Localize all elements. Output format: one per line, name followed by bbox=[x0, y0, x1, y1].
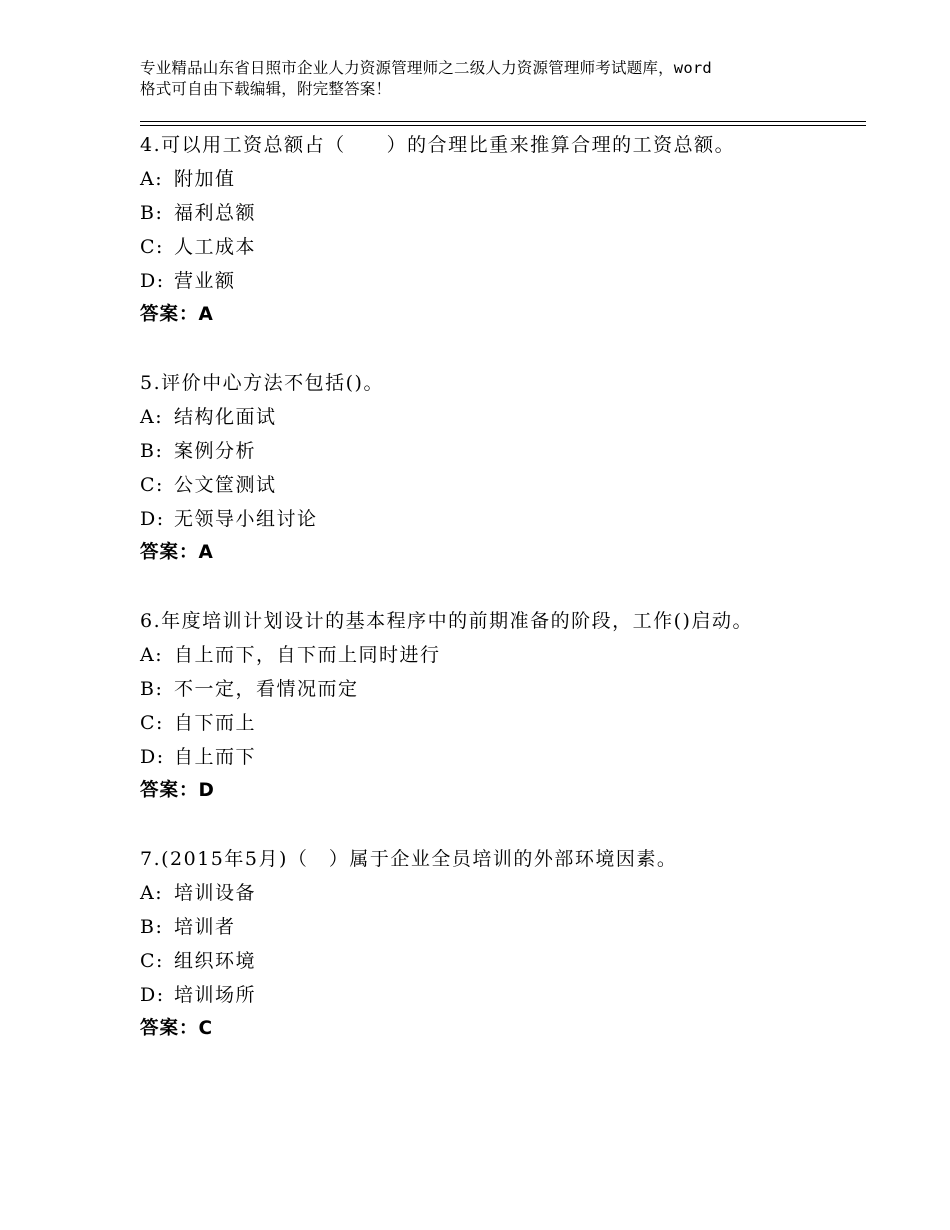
option-text: 不一定，看情况而定 bbox=[174, 678, 359, 700]
question-stem: 5.评价中心方法不包括()。 bbox=[140, 372, 384, 394]
option-key: C: bbox=[140, 950, 164, 972]
option-text: 自上而下 bbox=[174, 746, 257, 768]
option-key: A: bbox=[140, 882, 164, 904]
option-b bbox=[140, 672, 866, 706]
question-stem: 6.年度培训计划设计的基本程序中的前期准备的阶段，工作()启动。 bbox=[140, 610, 753, 632]
option-text: 结构化面试 bbox=[174, 406, 277, 428]
option-text: 培训者 bbox=[174, 916, 236, 938]
question-block bbox=[140, 604, 866, 808]
option-key: D: bbox=[140, 508, 165, 530]
option-text: 案例分析 bbox=[174, 440, 257, 462]
question-block bbox=[140, 128, 866, 332]
option-text: 营业额 bbox=[174, 270, 236, 292]
option-text: 公文筐测试 bbox=[174, 474, 277, 496]
option-a bbox=[140, 638, 866, 672]
answer-line: 答案：D bbox=[140, 780, 215, 801]
option-c bbox=[140, 706, 866, 740]
option-key: D: bbox=[140, 270, 165, 292]
option-key: C: bbox=[140, 236, 164, 258]
option-b bbox=[140, 434, 866, 468]
option-key: B: bbox=[140, 678, 164, 700]
answer-line: 答案：A bbox=[140, 304, 214, 325]
option-key: A: bbox=[140, 168, 164, 190]
question-stem: 4.可以用工资总额占（ ）的合理比重来推算合理的工资总额。 bbox=[140, 134, 736, 156]
question-list bbox=[140, 128, 866, 1046]
option-text: 培训场所 bbox=[174, 984, 257, 1006]
option-text: 无领导小组讨论 bbox=[174, 508, 318, 530]
option-key: B: bbox=[140, 916, 164, 938]
option-d bbox=[140, 264, 866, 298]
option-a bbox=[140, 400, 866, 434]
option-d bbox=[140, 740, 866, 774]
header-line-2: 格式可自由下载编辑，附完整答案！ bbox=[140, 80, 392, 98]
option-c bbox=[140, 468, 866, 502]
option-key: D: bbox=[140, 746, 165, 768]
option-a bbox=[140, 162, 866, 196]
option-key: C: bbox=[140, 474, 164, 496]
option-b bbox=[140, 910, 866, 944]
question-block bbox=[140, 366, 866, 570]
option-d bbox=[140, 502, 866, 536]
option-text: 福利总额 bbox=[174, 202, 257, 224]
option-text: 人工成本 bbox=[174, 236, 257, 258]
option-text: 自上而下，自下而上同时进行 bbox=[174, 644, 441, 666]
option-key: B: bbox=[140, 440, 164, 462]
question-stem: 7.(2015年5月)（ ）属于企业全员培训的外部环境因素。 bbox=[140, 848, 678, 870]
option-text: 自下而上 bbox=[174, 712, 257, 734]
option-b bbox=[140, 196, 866, 230]
answer-line: 答案：A bbox=[140, 542, 214, 563]
option-text: 培训设备 bbox=[174, 882, 257, 904]
header-divider-top bbox=[140, 121, 866, 122]
option-key: A: bbox=[140, 644, 164, 666]
option-c bbox=[140, 944, 866, 978]
option-key: C: bbox=[140, 712, 164, 734]
option-a bbox=[140, 876, 866, 910]
option-text: 组织环境 bbox=[174, 950, 257, 972]
option-key: A: bbox=[140, 406, 164, 428]
document-header bbox=[140, 58, 830, 100]
answer-line: 答案：C bbox=[140, 1018, 214, 1039]
option-key: D: bbox=[140, 984, 165, 1006]
option-d bbox=[140, 978, 866, 1012]
option-text: 附加值 bbox=[174, 168, 236, 190]
header-divider-bottom bbox=[140, 125, 866, 126]
header-line-1: 专业精品山东省日照市企业人力资源管理师之二级人力资源管理师考试题库，word bbox=[140, 59, 712, 77]
option-c bbox=[140, 230, 866, 264]
question-block bbox=[140, 842, 866, 1046]
option-key: B: bbox=[140, 202, 164, 224]
